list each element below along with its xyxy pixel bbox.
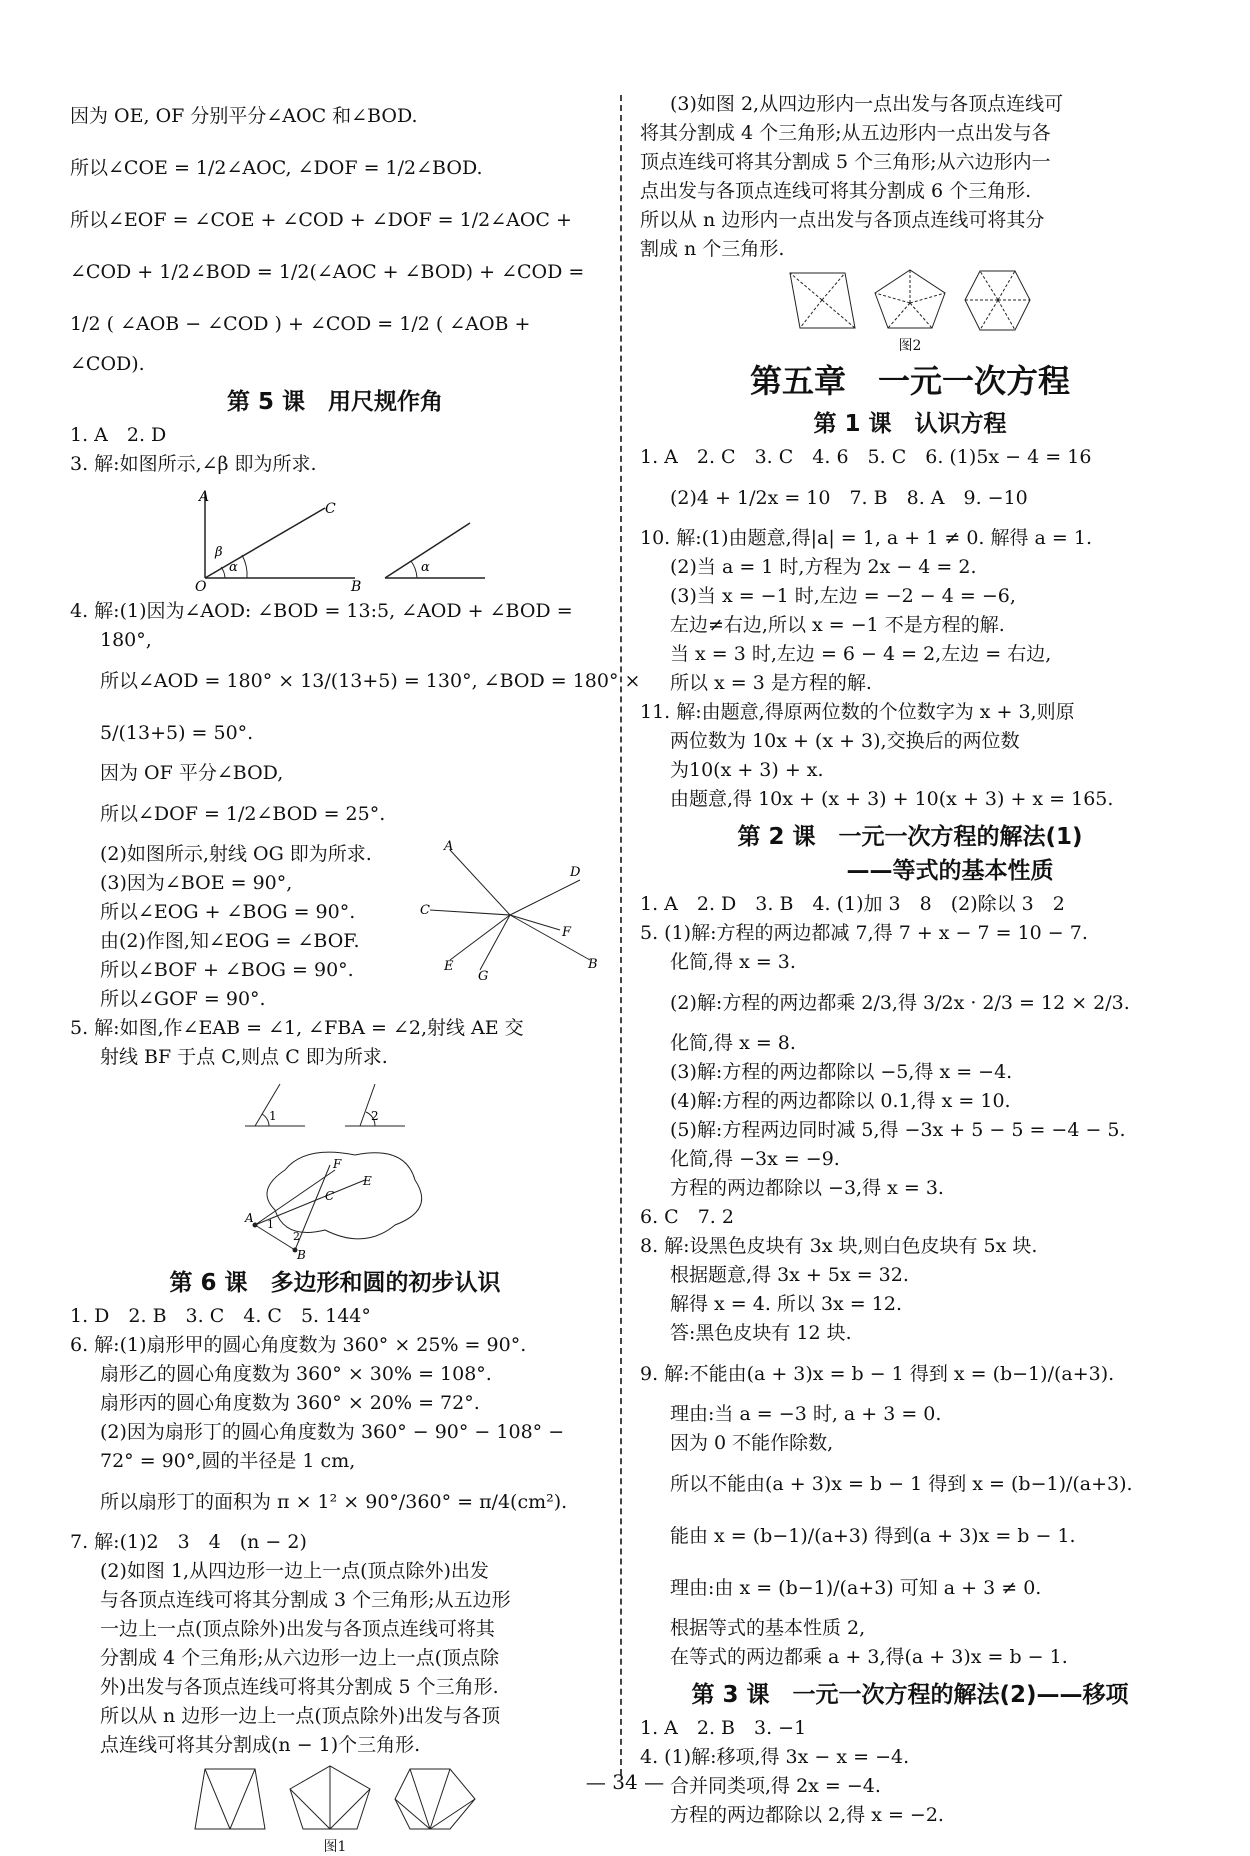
- answer-line: 所以从 n 边形一边上一点(顶点除外)出发与各顶: [100, 1705, 501, 1727]
- answer-line: 7. 解:(1)2 3 4 (n − 2): [70, 1531, 307, 1553]
- answer-line: 所以∠DOF = 1/2∠BOD = 25°.: [100, 803, 386, 825]
- answer-line: 能由 x = (b−1)/(a+3) 得到(a + 3)x = b − 1.: [670, 1525, 1076, 1547]
- label-a: A: [245, 1211, 254, 1225]
- answer-line: 所以∠BOF + ∠BOG = 90°.: [100, 959, 354, 981]
- label-alpha-2: α: [421, 560, 430, 575]
- answer-line: 4. (1)解:移项,得 3x − x = −4.: [640, 1746, 910, 1768]
- text-line: 因为 OE, OF 分别平分∠AOC 和∠BOD.: [70, 105, 418, 127]
- answer-line: 化简,得 x = 3.: [670, 951, 796, 973]
- answer-line: 5. (1)解:方程的两边都减 7,得 7 + x − 7 = 10 − 7.: [640, 922, 1088, 944]
- ray-og-figure: [420, 840, 600, 980]
- label-e: E: [444, 959, 454, 974]
- text-line: ∠COD).: [70, 353, 145, 375]
- answer-line: (2)解:方程的两边都乘 2/3,得 3/2x · 2/3 = 12 × 2/3.: [670, 992, 1130, 1014]
- answer-line: 1. D 2. B 3. C 4. C 5. 144°: [70, 1305, 371, 1327]
- answer-line: (2)当 a = 1 时,方程为 2x − 4 = 2.: [670, 556, 977, 578]
- answer-line: 分割成 4 个三角形;从六边形一边上一点(顶点除: [100, 1647, 499, 1669]
- answer-line: 所以扇形丁的面积为 π × 1² × 90°/360° = π/4(cm²).: [100, 1491, 568, 1513]
- point-c-figure: [215, 1140, 455, 1260]
- answer-line: 1. A 2. B 3. −1: [640, 1717, 807, 1739]
- answer-line: 1. A 2. D 3. B 4. (1)加 3 8 (2)除以 3 2: [640, 893, 1065, 915]
- given-angles-figure: [235, 1076, 435, 1136]
- answer-line: 当 x = 3 时,左边 = 6 − 4 = 2,左边 = 右边,: [670, 643, 1052, 665]
- answer-line: 1. A 2. D: [70, 424, 167, 446]
- answer-line: 左边≠右边,所以 x = −1 不是方程的解.: [670, 614, 1005, 636]
- label-b: B: [351, 579, 362, 593]
- answer-line: 方程的两边都除以 −3,得 x = 3.: [670, 1177, 944, 1199]
- lesson6-title: 第 6 课 多边形和圆的初步认识: [169, 1270, 501, 1296]
- text-line: 点出发与各顶点连线可将其分割成 6 个三角形.: [640, 180, 1032, 202]
- answer-line: (2)如图所示,射线 OG 即为所求.: [100, 843, 372, 865]
- answer-line: 72° = 90°,圆的半径是 1 cm,: [100, 1450, 356, 1472]
- text-line: 所以∠COE = 1/2∠AOC, ∠DOF = 1/2∠BOD.: [70, 157, 483, 179]
- label-f: F: [562, 925, 572, 940]
- answer-line: 10. 解:(1)由题意,得|a| = 1, a + 1 ≠ 0. 解得 a = 1.: [640, 527, 1092, 549]
- answer-line: 扇形丙的圆心角度数为 360° × 20% = 72°.: [100, 1392, 480, 1414]
- answer-line: (3)解:方程的两边都除以 −5,得 x = −4.: [670, 1061, 1013, 1083]
- lesson2-title: 第 2 课 一元一次方程的解法(1): [737, 824, 1083, 850]
- label-angle-1: 1: [267, 1218, 274, 1231]
- text-line: 1/2 ( ∠AOB − ∠COD ) + ∠COD = 1/2 ( ∠AOB +: [70, 313, 531, 335]
- lesson5-title: 第 5 课 用尺规作角: [226, 389, 444, 415]
- answer-line: 180°,: [100, 629, 152, 651]
- answer-line: 8. 解:设黑色皮块有 3x 块,则白色皮块有 5x 块.: [640, 1235, 1038, 1257]
- answer-line: 理由:当 a = −3 时, a + 3 = 0.: [670, 1403, 942, 1425]
- text-line: (3)如图 2,从四边形内一点出发与各顶点连线可: [670, 93, 1064, 115]
- label-angle-1: 1: [269, 1109, 277, 1123]
- answer-line: 根据等式的基本性质 2,: [670, 1617, 866, 1639]
- answer-line: 一边上一点(顶点除外)出发与各顶点连线可将其: [100, 1618, 495, 1640]
- text-line: 顶点连线可将其分割成 5 个三角形;从六边形内一: [640, 151, 1051, 173]
- answer-line: 外)出发与各顶点连线可将其分割成 5 个三角形.: [100, 1676, 499, 1698]
- label-b: B: [297, 1248, 306, 1260]
- text-line: 割成 n 个三角形.: [640, 238, 785, 260]
- label-c: C: [325, 1189, 335, 1203]
- answer-line: 所以∠AOD = 180° × 13/(13+5) = 130°, ∠BOD = 180° ×: [100, 670, 641, 692]
- answer-line: 化简,得 −3x = −9.: [670, 1148, 840, 1170]
- answer-line: 答:黑色皮块有 12 块.: [670, 1322, 852, 1344]
- answer-line: 9. 解:不能由(a + 3)x = b − 1 得到 x = (b−1)/(a+3).: [640, 1363, 1115, 1385]
- text-line: 将其分割成 4 个三角形;从五边形内一点出发与各: [640, 122, 1051, 144]
- answer-line: 射线 BF 于点 C,则点 C 即为所求.: [100, 1046, 388, 1068]
- answer-line: 解得 x = 4. 所以 3x = 12.: [670, 1293, 902, 1315]
- answer-line: 由题意,得 10x + (x + 3) + 10(x + 3) + x = 165.: [670, 788, 1114, 810]
- label-angle-2: 2: [293, 1230, 300, 1243]
- label-beta: β: [215, 545, 223, 560]
- answer-line: 6. 解:(1)扇形甲的圆心角度数为 360° × 25% = 90°.: [70, 1334, 527, 1356]
- answer-line: 1. A 2. C 3. C 4. 6 5. C 6. (1)5x − 4 = 16: [640, 446, 1092, 468]
- answer-line: 因为 OF 平分∠BOD,: [100, 762, 284, 784]
- lesson1-title: 第 1 课 认识方程: [813, 411, 1007, 437]
- left-column: [70, 90, 641, 1856]
- lesson3-title: 第 3 课 一元一次方程的解法(2)——移项: [691, 1682, 1129, 1708]
- answer-line: (4)解:方程的两边都除以 0.1,得 x = 10.: [670, 1090, 1011, 1112]
- label-f: F: [333, 1157, 342, 1171]
- right-column: [640, 90, 1180, 1830]
- answer-line: (5)解:方程两边同时减 5,得 −3x + 5 − 5 = −4 − 5.: [670, 1119, 1126, 1141]
- answer-line: 与各顶点连线可将其分割成 3 个三角形;从五边形: [100, 1589, 511, 1611]
- answer-line: 化简,得 x = 8.: [670, 1032, 796, 1054]
- answer-line: 合并同类项,得 2x = −4.: [670, 1775, 881, 1797]
- answer-line: 为10(x + 3) + x.: [670, 759, 824, 781]
- label-c: C: [420, 903, 430, 918]
- answer-line: (2)4 + 1/2x = 10 7. B 8. A 9. −10: [670, 487, 1028, 509]
- answer-line: 所以∠GOF = 90°.: [100, 988, 266, 1010]
- answer-line: (2)因为扇形丁的圆心角度数为 360° − 90° − 108° −: [100, 1421, 565, 1443]
- answer-line: 理由:由 x = (b−1)/(a+3) 可知 a + 3 ≠ 0.: [670, 1577, 1042, 1599]
- label-c: C: [325, 501, 336, 517]
- answer-line: 3. 解:如图所示,∠β 即为所求.: [70, 453, 317, 475]
- column-divider: [620, 95, 622, 1775]
- text-line: ∠COD + 1/2∠BOD = 1/2(∠AOC + ∠BOD) + ∠COD =: [70, 261, 585, 283]
- answer-line: 两位数为 10x + (x + 3),交换后的两位数: [670, 730, 1020, 752]
- answer-line: 5/(13+5) = 50°.: [100, 722, 254, 744]
- figure-caption: 图1: [323, 1839, 347, 1855]
- chapter-title: 第五章 一元一次方程: [749, 362, 1070, 400]
- page-number: — 34 —: [585, 1770, 665, 1794]
- answer-line: 所以∠EOG + ∠BOG = 90°.: [100, 901, 356, 923]
- answer-line: 扇形乙的圆心角度数为 360° × 30% = 108°.: [100, 1363, 492, 1385]
- answer-line: 根据题意,得 3x + 5x = 32.: [670, 1264, 909, 1286]
- text-line: 所以∠EOF = ∠COE + ∠COD + ∠DOF = 1/2∠AOC +: [70, 209, 572, 231]
- angle-construction-figure: [155, 483, 515, 593]
- label-alpha: α: [229, 560, 238, 575]
- answer-line: (3)因为∠BOE = 90°,: [100, 872, 293, 894]
- label-o: O: [195, 579, 207, 593]
- label-g: G: [478, 969, 489, 980]
- answer-line: (2)如图 1,从四边形一边上一点(顶点除外)出发: [100, 1560, 489, 1582]
- label-e: E: [363, 1174, 372, 1188]
- label-a: A: [444, 840, 454, 854]
- label-a: A: [199, 489, 210, 505]
- answer-line: 因为 0 不能作除数,: [670, 1432, 834, 1454]
- answer-line: 6. C 7. 2: [640, 1206, 734, 1228]
- answer-line: 方程的两边都除以 2,得 x = −2.: [670, 1804, 944, 1826]
- lesson2-subtitle: ——等式的基本性质: [846, 858, 1054, 884]
- answer-line: (3)当 x = −1 时,左边 = −2 − 4 = −6,: [670, 585, 1016, 607]
- text-line: 所以从 n 边形内一点出发与各顶点连线可将其分: [640, 209, 1045, 231]
- answer-line: 5. 解:如图,作∠EAB = ∠1, ∠FBA = ∠2,射线 AE 交: [70, 1017, 524, 1039]
- answer-line: 由(2)作图,知∠EOG = ∠BOF.: [100, 930, 360, 952]
- answer-line: 11. 解:由题意,得原两位数的个位数字为 x + 3,则原: [640, 701, 1075, 723]
- label-d: D: [570, 865, 581, 880]
- label-angle-2: 2: [371, 1109, 379, 1123]
- answer-line: 4. 解:(1)因为∠AOD: ∠BOD = 13:5, ∠AOD + ∠BOD =: [70, 600, 573, 622]
- answer-line: 点连线可将其分割成(n − 1)个三角形.: [100, 1734, 421, 1756]
- part2-block: [70, 840, 600, 1014]
- label-b: B: [588, 957, 598, 972]
- figure-caption: 图2: [898, 338, 922, 354]
- answer-line: 所以不能由(a + 3)x = b − 1 得到 x = (b−1)/(a+3).: [670, 1473, 1133, 1495]
- answer-line: 在等式的两边都乘 a + 3,得(a + 3)x = b − 1.: [670, 1646, 1068, 1668]
- answer-line: 所以 x = 3 是方程的解.: [670, 672, 872, 694]
- polygon-interior-point-figure: [780, 268, 1040, 333]
